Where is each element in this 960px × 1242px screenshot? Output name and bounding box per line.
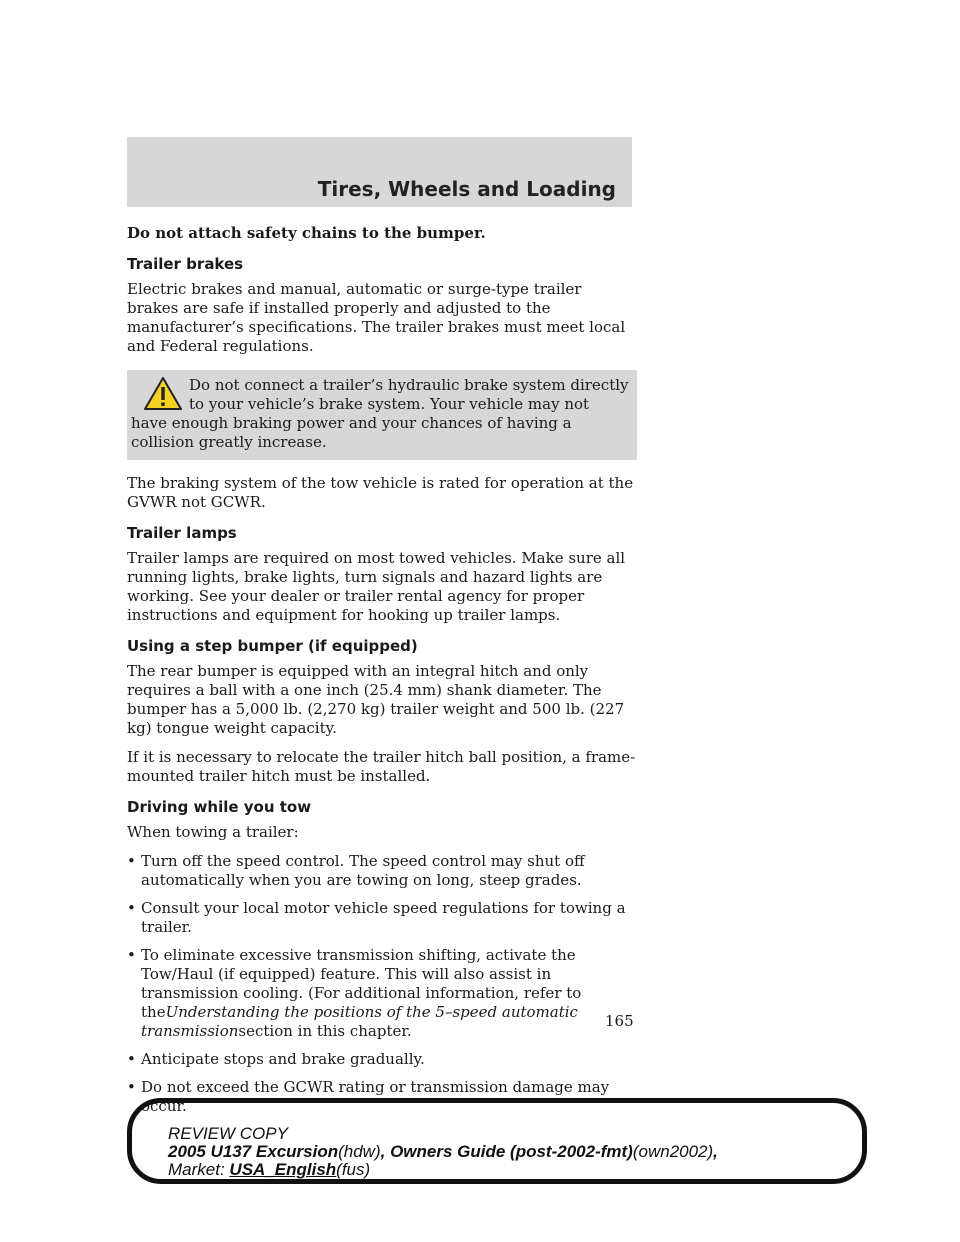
warning-triangle-icon: [143, 376, 183, 412]
bullet-marker: •: [127, 1050, 136, 1068]
towing-tips-list: [127, 852, 637, 1116]
trailer-brakes-paragraph: Electric brakes and manual, automatic or surge-type trailer brakes are safe if installed properly and adjusted to the manufacturer’s specifications. The trailer brakes must meet local and Federal regulations.: [127, 280, 626, 355]
list-item: • To eliminate excessive transmission shifting, activate the Tow/Haul (if equipped) feature. This will also assist in transmission cooling. (For additional information, refer to theUnderstanding the positions of the 5–speed automatic transmissionsection in this chapter.: [127, 946, 582, 1040]
bullet-marker: •: [127, 899, 136, 917]
braking-system-paragraph: The braking system of the tow vehicle is rated for operation at the GVWR not GCWR.: [127, 474, 634, 511]
list-item: • Consult your local motor vehicle speed regulations for towing a trailer.: [127, 899, 626, 936]
chapter-header: [127, 137, 632, 207]
review-copy-text: [168, 1125, 718, 1179]
trailer-lamps-paragraph: Trailer lamps are required on most towed vehicles. Make sure all running lights, brake lights, turn signals and hazard lights are working. See your dealer or trailer rental agency for proper instructions and equipment for hooking up trailer lamps.: [127, 549, 626, 624]
list-item: • Anticipate stops and brake gradually.: [127, 1050, 425, 1068]
bullet-marker: •: [127, 1078, 136, 1096]
warning-text: Do not connect a trailer’s hydraulic brake system directly to your vehicle’s brake system. Your vehicle may not have enough braking power and your chances of having a collision greatly increase.: [131, 376, 629, 451]
chapter-title: Tires, Wheels and Loading: [317, 177, 616, 201]
heading-step-bumper: Using a step bumper (if equipped): [127, 637, 418, 655]
step-bumper-paragraph-1: The rear bumper is equipped with an integral hitch and only requires a ball with a one inch (25.4 mm) shank diameter. The bumper has a 5,000 lb. (2,270 kg) trailer weight and 500 lb. (227 kg) tongue weight capacity.: [127, 662, 625, 737]
bullet-marker: •: [127, 946, 136, 964]
document-id-line: 2005 U137 Excursion(hdw), Owners Guide (post-2002-fmt)(own2002),: [168, 1142, 718, 1161]
safety-chain-note: Do not attach safety chains to the bumper.: [127, 224, 486, 242]
heading-trailer-lamps: Trailer lamps: [127, 524, 237, 542]
heading-trailer-brakes: Trailer brakes: [127, 255, 244, 273]
heading-driving-while-tow: Driving while you tow: [127, 798, 312, 816]
list-item: • Do not exceed the GCWR rating or transmission damage may occur.: [127, 1078, 610, 1115]
market-line: Market: USA_English(fus): [168, 1160, 371, 1179]
page-number: 165: [605, 1012, 634, 1030]
driving-intro: When towing a trailer:: [127, 823, 299, 841]
review-copy-label: REVIEW COPY: [168, 1124, 288, 1143]
bullet-marker: •: [127, 852, 136, 870]
warning-box: [127, 370, 637, 460]
list-item: • Turn off the speed control. The speed control may shut off automatically when you are towing on long, steep grades.: [127, 852, 585, 889]
cross-reference: Understanding the positions of the 5–speed automatic transmission: [141, 1003, 578, 1040]
step-bumper-paragraph-2: If it is necessary to relocate the trailer hitch ball position, a frame-mounted trailer hitch must be installed.: [127, 748, 636, 785]
review-copy-footer: [127, 1098, 867, 1184]
page-content: [127, 224, 637, 1125]
